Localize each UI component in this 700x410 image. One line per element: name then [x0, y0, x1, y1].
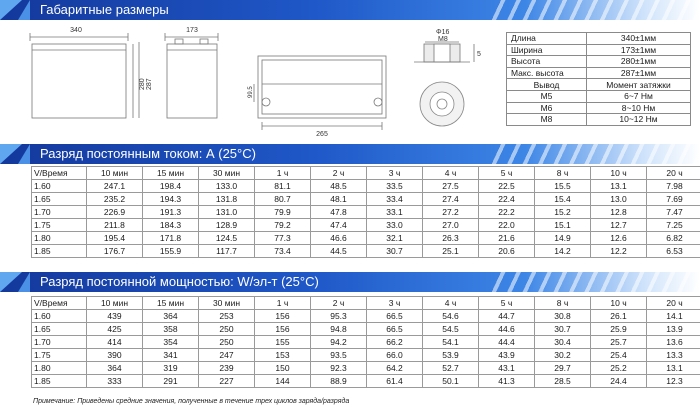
- table-cell: 48.5: [311, 180, 367, 193]
- table-cell: 15.4: [535, 193, 591, 206]
- table-cell: 250: [199, 336, 255, 349]
- table-cell: 13.1: [591, 180, 647, 193]
- column-header: 1 ч: [255, 297, 311, 310]
- table-cell: 291: [143, 375, 199, 388]
- terminal-top-detail: [420, 82, 464, 126]
- torque-row: M5 6~7 Нм: [507, 90, 691, 102]
- column-header: 10 ч: [591, 167, 647, 180]
- table-cell: 54.6: [423, 310, 479, 323]
- table-cell: 29.7: [535, 362, 591, 375]
- table-cell: 12.8: [591, 206, 647, 219]
- table-cell: 1.85: [32, 245, 87, 258]
- table-cell: 94.2: [311, 336, 367, 349]
- table-cell: 25.9: [591, 323, 647, 336]
- table-cell: 44.5: [311, 245, 367, 258]
- table-cell: 128.9: [199, 219, 255, 232]
- table-cell: 247.1: [87, 180, 143, 193]
- table-cell: 364: [87, 362, 143, 375]
- table-row: [32, 336, 700, 349]
- current-discharge-banner: [0, 144, 700, 164]
- dim-thread-label: M8: [438, 36, 448, 43]
- table-cell: 44.4: [479, 336, 535, 349]
- table-cell: 390: [87, 349, 143, 362]
- column-header: 3 ч: [367, 297, 423, 310]
- table-header-row: [32, 297, 700, 310]
- table-cell: 30.2: [535, 349, 591, 362]
- table-cell: 92.3: [311, 362, 367, 375]
- table-cell: 30.7: [535, 323, 591, 336]
- table-row: [32, 362, 700, 375]
- table-cell: 1.80: [32, 232, 87, 245]
- table-cell: 22.5: [479, 180, 535, 193]
- column-header: 20 ч: [647, 297, 700, 310]
- table-cell: 12.7: [591, 219, 647, 232]
- dim-side-label: 99.5: [248, 86, 254, 98]
- column-header: 4 ч: [423, 297, 479, 310]
- table-cell: 66.5: [367, 323, 423, 336]
- table-cell: 194.3: [143, 193, 199, 206]
- table-cell: 184.3: [143, 219, 199, 232]
- table-cell: 66.2: [367, 336, 423, 349]
- table-cell: 171.8: [143, 232, 199, 245]
- table-cell: 358: [143, 323, 199, 336]
- table-row: [32, 310, 700, 323]
- table-cell: 15.2: [535, 206, 591, 219]
- table-cell: 7.25: [647, 219, 700, 232]
- table-cell: 79.2: [255, 219, 311, 232]
- table-cell: 25.2: [591, 362, 647, 375]
- front-view: [30, 33, 139, 118]
- table-cell: 22.2: [479, 206, 535, 219]
- table-cell: 124.5: [199, 232, 255, 245]
- dimensions-title: Габаритные размеры: [40, 2, 169, 17]
- table-cell: 195.4: [87, 232, 143, 245]
- table-cell: 12.3: [647, 375, 700, 388]
- table-row: [32, 245, 700, 258]
- table-cell: 1.60: [32, 310, 87, 323]
- table-cell: 226.9: [87, 206, 143, 219]
- table-cell: 133.0: [199, 180, 255, 193]
- table-cell: 1.70: [32, 336, 87, 349]
- table-cell: 235.2: [87, 193, 143, 206]
- table-cell: 50.1: [423, 375, 479, 388]
- dim-max-height-label: 287: [146, 78, 153, 90]
- table-cell: 30.8: [535, 310, 591, 323]
- table-cell: 12.6: [591, 232, 647, 245]
- table-cell: 12.2: [591, 245, 647, 258]
- table-row: [32, 193, 700, 206]
- column-header: 5 ч: [479, 297, 535, 310]
- table-cell: 1.70: [32, 206, 87, 219]
- column-header: 10 мин: [87, 297, 143, 310]
- column-header: 4 ч: [423, 167, 479, 180]
- table-cell: 27.0: [423, 219, 479, 232]
- table-cell: 1.75: [32, 349, 87, 362]
- table-cell: 247: [199, 349, 255, 362]
- table-cell: 250: [199, 323, 255, 336]
- current-discharge-title: Разряд постоянным током: А (25°С): [40, 146, 256, 161]
- column-header: 15 мин: [143, 297, 199, 310]
- column-header: 2 ч: [311, 297, 367, 310]
- dimensions-spec-table: [506, 32, 691, 126]
- table-cell: 6.53: [647, 245, 700, 258]
- table-row: [32, 232, 700, 245]
- footnote: Примечание: Приведены средние значения, полученные в течение трех циклов заряда/разряда: [33, 398, 350, 405]
- table-cell: 26.3: [423, 232, 479, 245]
- column-header: V/Время: [32, 167, 87, 180]
- table-cell: 22.0: [479, 219, 535, 232]
- table-cell: 14.2: [535, 245, 591, 258]
- table-cell: 439: [87, 310, 143, 323]
- table-cell: 93.5: [311, 349, 367, 362]
- column-header: 1 ч: [255, 167, 311, 180]
- table-cell: 44.6: [479, 323, 535, 336]
- column-header: 15 мин: [143, 167, 199, 180]
- column-header: V/Время: [32, 297, 87, 310]
- table-cell: 14.9: [535, 232, 591, 245]
- power-discharge-table: [31, 296, 700, 388]
- table-cell: 27.2: [423, 206, 479, 219]
- table-cell: 24.4: [591, 375, 647, 388]
- table-cell: 425: [87, 323, 143, 336]
- table-cell: 32.1: [367, 232, 423, 245]
- table-header-row: [32, 167, 700, 180]
- table-cell: 26.1: [591, 310, 647, 323]
- table-cell: 33.4: [367, 193, 423, 206]
- table-cell: 15.5: [535, 180, 591, 193]
- table-cell: 253: [199, 310, 255, 323]
- table-cell: 1.65: [32, 193, 87, 206]
- table-row: [32, 323, 700, 336]
- table-cell: 156: [255, 323, 311, 336]
- column-header: 10 мин: [87, 167, 143, 180]
- table-cell: 77.3: [255, 232, 311, 245]
- table-cell: 53.9: [423, 349, 479, 362]
- dimensions-banner: [0, 0, 700, 20]
- table-cell: 25.1: [423, 245, 479, 258]
- table-cell: 88.9: [311, 375, 367, 388]
- table-cell: 13.9: [647, 323, 700, 336]
- table-row: [32, 180, 700, 193]
- table-cell: 341: [143, 349, 199, 362]
- table-cell: 54.5: [423, 323, 479, 336]
- table-cell: 1.60: [32, 180, 87, 193]
- dim-height-label: 280: [139, 78, 146, 90]
- side-view: [165, 33, 218, 118]
- table-cell: 27.4: [423, 193, 479, 206]
- table-cell: 48.1: [311, 193, 367, 206]
- column-header: 8 ч: [535, 167, 591, 180]
- column-header: 30 мин: [199, 297, 255, 310]
- table-cell: 52.7: [423, 362, 479, 375]
- table-cell: 7.47: [647, 206, 700, 219]
- table-cell: 191.3: [143, 206, 199, 219]
- table-cell: 15.1: [535, 219, 591, 232]
- table-cell: 33.1: [367, 206, 423, 219]
- table-cell: 155.9: [143, 245, 199, 258]
- table-cell: 43.1: [479, 362, 535, 375]
- power-discharge-title: Разряд постоянной мощностью: W/эл-т (25°С): [40, 274, 319, 289]
- column-header: 5 ч: [479, 167, 535, 180]
- terminal-side-detail: [414, 42, 474, 62]
- top-view: [254, 56, 386, 130]
- table-cell: 1.80: [32, 362, 87, 375]
- current-discharge-table: [31, 166, 700, 258]
- table-cell: 66.5: [367, 310, 423, 323]
- column-header: 20 ч: [647, 167, 700, 180]
- column-header: 3 ч: [367, 167, 423, 180]
- table-cell: 6.82: [647, 232, 700, 245]
- table-cell: 333: [87, 375, 143, 388]
- table-cell: 117.7: [199, 245, 255, 258]
- table-cell: 13.3: [647, 349, 700, 362]
- dim-phi-label: Φ16: [436, 29, 450, 36]
- column-header: 30 мин: [199, 167, 255, 180]
- table-cell: 1.85: [32, 375, 87, 388]
- dim-width-label: 173: [186, 27, 198, 34]
- column-header: 10 ч: [591, 297, 647, 310]
- table-cell: 33.5: [367, 180, 423, 193]
- table-cell: 95.3: [311, 310, 367, 323]
- table-cell: 22.4: [479, 193, 535, 206]
- table-cell: 239: [199, 362, 255, 375]
- table-cell: 44.7: [479, 310, 535, 323]
- spec-row: Макс. высота 287±1мм: [507, 67, 691, 79]
- table-row: [32, 206, 700, 219]
- table-row: [32, 219, 700, 232]
- table-cell: 364: [143, 310, 199, 323]
- table-cell: 153: [255, 349, 311, 362]
- table-cell: 61.4: [367, 375, 423, 388]
- dim-bottom-label: 265: [316, 131, 328, 138]
- table-cell: 30.4: [535, 336, 591, 349]
- table-cell: 64.2: [367, 362, 423, 375]
- table-cell: 144: [255, 375, 311, 388]
- table-cell: 80.7: [255, 193, 311, 206]
- table-cell: 14.1: [647, 310, 700, 323]
- table-cell: 13.6: [647, 336, 700, 349]
- spec-row: Высота 280±1мм: [507, 56, 691, 68]
- table-cell: 79.9: [255, 206, 311, 219]
- table-cell: 131.0: [199, 206, 255, 219]
- table-cell: 25.7: [591, 336, 647, 349]
- table-cell: 81.1: [255, 180, 311, 193]
- table-cell: 41.3: [479, 375, 535, 388]
- dim-five-label: 5: [477, 51, 481, 58]
- table-cell: 13.1: [647, 362, 700, 375]
- table-cell: 414: [87, 336, 143, 349]
- torque-row: M6 8~10 Нм: [507, 102, 691, 114]
- table-row: [32, 375, 700, 388]
- table-cell: 27.5: [423, 180, 479, 193]
- torque-row: M8 10~12 Нм: [507, 114, 691, 126]
- torque-header-row: Вывод Момент затяжки: [507, 79, 691, 91]
- table-cell: 319: [143, 362, 199, 375]
- table-cell: 1.65: [32, 323, 87, 336]
- table-cell: 7.98: [647, 180, 700, 193]
- table-cell: 13.0: [591, 193, 647, 206]
- power-discharge-banner: [0, 272, 700, 292]
- table-row: [32, 349, 700, 362]
- table-cell: 54.1: [423, 336, 479, 349]
- table-cell: 198.4: [143, 180, 199, 193]
- table-cell: 131.8: [199, 193, 255, 206]
- column-header: 8 ч: [535, 297, 591, 310]
- table-cell: 66.0: [367, 349, 423, 362]
- spec-row: Длина 340±1мм: [507, 33, 691, 45]
- table-cell: 7.69: [647, 193, 700, 206]
- table-cell: 30.7: [367, 245, 423, 258]
- table-cell: 20.6: [479, 245, 535, 258]
- table-cell: 47.8: [311, 206, 367, 219]
- table-cell: 33.0: [367, 219, 423, 232]
- spec-row: Ширина 173±1мм: [507, 44, 691, 56]
- table-cell: 1.75: [32, 219, 87, 232]
- table-cell: 47.4: [311, 219, 367, 232]
- dim-length-label: 340: [70, 27, 82, 34]
- table-cell: 94.8: [311, 323, 367, 336]
- column-header: 2 ч: [311, 167, 367, 180]
- table-cell: 43.9: [479, 349, 535, 362]
- table-cell: 25.4: [591, 349, 647, 362]
- table-cell: 73.4: [255, 245, 311, 258]
- table-cell: 156: [255, 310, 311, 323]
- table-cell: 176.7: [87, 245, 143, 258]
- table-cell: 28.5: [535, 375, 591, 388]
- table-cell: 227: [199, 375, 255, 388]
- table-cell: 46.6: [311, 232, 367, 245]
- table-cell: 354: [143, 336, 199, 349]
- table-cell: 155: [255, 336, 311, 349]
- table-cell: 21.6: [479, 232, 535, 245]
- table-cell: 150: [255, 362, 311, 375]
- table-cell: 211.8: [87, 219, 143, 232]
